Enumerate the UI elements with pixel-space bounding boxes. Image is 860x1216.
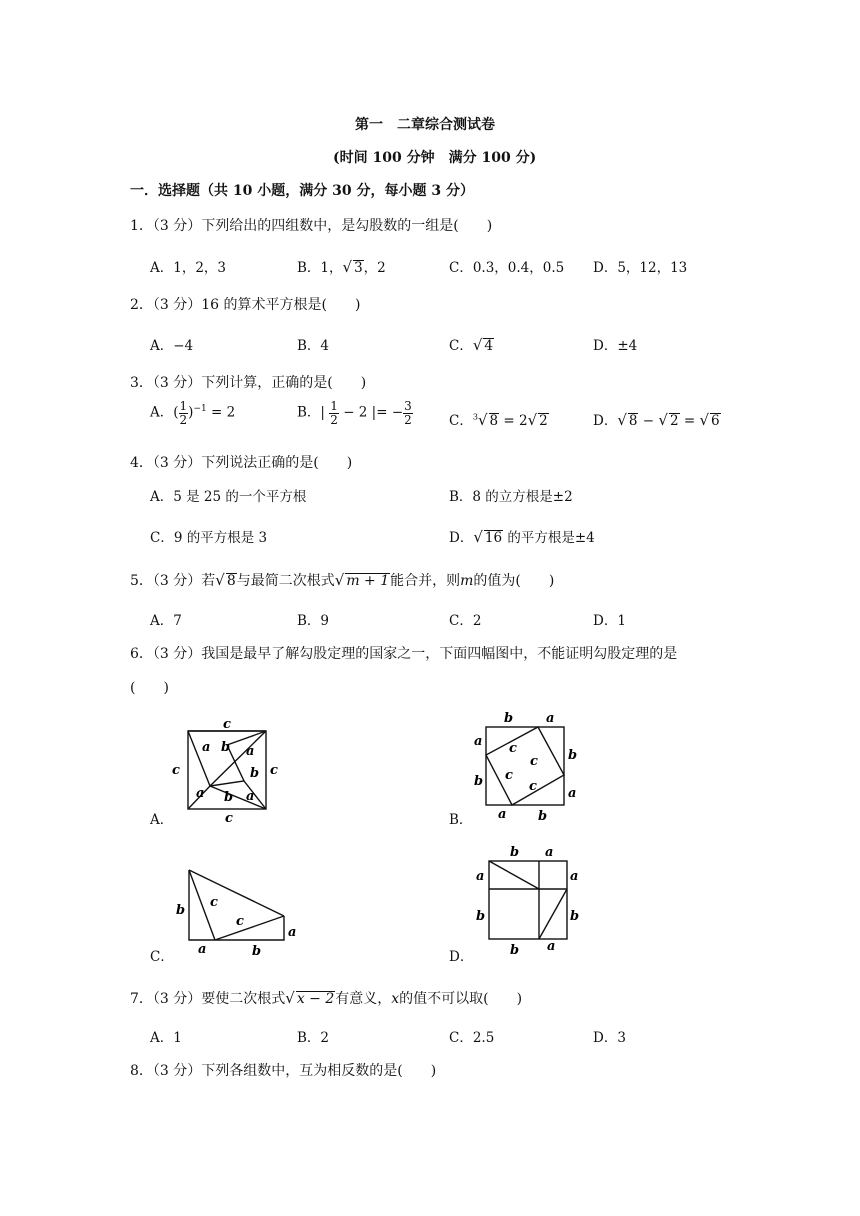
q3-a-rest: = 2 xyxy=(206,404,236,421)
figure-a xyxy=(170,715,290,825)
figure-b-inner-square xyxy=(486,727,564,805)
q3-c-rest: = 2 xyxy=(499,413,528,429)
label-b: b xyxy=(568,748,578,763)
question-2-stem: 2．（3 分）16 的算术平方根是( ) xyxy=(130,297,361,313)
q1-option-c[interactable]: C．0.3，0.4，0.5 xyxy=(449,260,565,276)
question-7-stem xyxy=(130,988,522,1008)
q1-b-suffix: ，2 xyxy=(363,260,386,276)
q2-c-prefix: C． xyxy=(449,338,473,354)
sqrt-symbol: √ xyxy=(699,411,710,429)
q5-stem-mid2: 能合并，则 xyxy=(390,573,461,589)
figure-d-outer-square xyxy=(489,861,567,939)
question-3-stem: 3．（3 分）下列计算，正确的是( ) xyxy=(130,375,367,391)
q4-option-c[interactable]: C．9 的平方根是 3 xyxy=(150,530,268,546)
q5-stem-suffix: 的值为( ) xyxy=(473,573,555,589)
q7-option-c[interactable]: C．2.5 xyxy=(449,1030,495,1046)
q7-stem-prefix: 7．（3 分）要使二次根式 xyxy=(130,991,286,1007)
q6-option-c-label[interactable]: C． xyxy=(150,949,174,965)
q7-option-d[interactable]: D．3 xyxy=(593,1030,626,1046)
equals: = xyxy=(679,413,700,429)
q4-option-b[interactable]: B．8 的立方根是±2 xyxy=(449,489,573,505)
q3-option-b[interactable]: B．| $\frac{1}{2}$ − 2 |= − $\frac{3}{2}$ xyxy=(297,399,412,427)
label-a: a xyxy=(545,845,554,860)
q3-c-label: C． xyxy=(449,413,473,429)
q7-option-a[interactable]: A．1 xyxy=(150,1030,182,1046)
question-8-stem: 8．（3 分）下列各组数中，互为相反数的是( ) xyxy=(130,1063,437,1079)
exponent: −1 xyxy=(193,404,207,415)
fraction: $\frac{1}{2}$ xyxy=(179,399,188,427)
q4-d-radicand: 16 xyxy=(484,530,503,546)
label-a: a xyxy=(198,942,207,957)
label-c: c xyxy=(225,811,233,825)
q5-radicand-1: 8 xyxy=(226,573,236,589)
q5-radicand-2: m + 1 xyxy=(346,573,390,589)
label-c: c xyxy=(509,741,517,756)
q7-variable: x xyxy=(391,991,400,1007)
label-c: c xyxy=(236,914,244,929)
label-b: b xyxy=(221,740,231,755)
q4-d-prefix: D． xyxy=(449,530,474,546)
label-c: c xyxy=(530,754,538,769)
label-a: a xyxy=(546,711,555,726)
label-a: a xyxy=(570,869,579,884)
q1-option-a[interactable]: A．1，2，3 xyxy=(150,260,227,276)
label-b: b xyxy=(250,766,260,781)
question-6-stem: 6．（3 分）我国是最早了解勾股定理的国家之一，下面四幅图中，不能证明勾股定理的是 xyxy=(130,646,678,662)
figure-c xyxy=(170,858,310,963)
q5-variable: m xyxy=(460,573,474,589)
q3-option-a[interactable]: A．( $\frac{1}{2}$ )$^{-1}$ = 2 xyxy=(150,399,236,427)
q6-option-a-label[interactable]: A． xyxy=(150,812,174,828)
label-b: b xyxy=(474,774,484,789)
label-a: a xyxy=(474,734,483,749)
q1-b-radicand: 3 xyxy=(354,260,363,276)
root-index: 3 xyxy=(472,412,478,422)
label-a: a xyxy=(202,740,211,755)
q3-option-c[interactable] xyxy=(449,409,549,429)
figure-b xyxy=(470,707,590,827)
fraction: $\frac{1}{2}$ xyxy=(330,399,338,427)
label-a: a xyxy=(568,786,577,801)
label-b: b xyxy=(224,790,234,805)
q2-option-d[interactable]: D．±4 xyxy=(593,338,638,354)
label-b: b xyxy=(476,909,486,924)
q5-stem-prefix: 5．（3 分）若 xyxy=(130,573,216,589)
label-c: c xyxy=(210,895,218,910)
q3-c-radicand-2: 2 xyxy=(539,413,548,429)
label-a: a xyxy=(246,744,255,759)
paper-subtitle: (时间 100 分钟 满分 100 分) xyxy=(333,150,537,166)
q4-option-a[interactable]: A．5 是 25 的一个平方根 xyxy=(150,489,307,505)
q1-option-d[interactable]: D．5，12，13 xyxy=(593,260,688,276)
label-c: c xyxy=(172,763,180,778)
q1-option-b[interactable] xyxy=(297,256,386,276)
q5-option-a[interactable]: A．7 xyxy=(150,613,182,629)
label-b: b xyxy=(504,711,514,726)
label-a: a xyxy=(288,925,297,940)
label-b: b xyxy=(176,903,186,918)
label-c: c xyxy=(270,763,278,778)
q3-c-radicand: 8 xyxy=(489,413,499,429)
sqrt-symbol: √ xyxy=(473,528,483,546)
question-5-stem xyxy=(130,570,554,590)
figure-b-outer-square xyxy=(486,727,564,805)
q5-stem-mid: 与最简二次根式 xyxy=(236,573,335,589)
question-1-stem: 1．（3 分）下列给出的四组数中，是勾股数的一组是( ) xyxy=(130,218,493,234)
q7-option-b[interactable]: B．2 xyxy=(297,1030,330,1046)
q3-b-mid: − 2 |= − xyxy=(343,404,404,421)
sqrt-symbol: √ xyxy=(527,411,538,429)
q3-d-radicand-2: 2 xyxy=(669,413,679,429)
label-b: b xyxy=(252,944,262,959)
sqrt-symbol: √ xyxy=(215,571,225,589)
question-6-stem-cont: ( ) xyxy=(130,680,169,696)
question-4-stem: 4．（3 分）下列说法正确的是( ) xyxy=(130,455,353,471)
label-b: b xyxy=(570,909,580,924)
q7-stem-mid: 有意义， xyxy=(335,991,392,1007)
q2-option-a[interactable]: A．−4 xyxy=(150,338,194,354)
q3-d-radicand-3: 6 xyxy=(711,413,720,429)
sqrt-symbol: √ xyxy=(342,258,353,276)
q2-c-radicand: 4 xyxy=(484,338,493,354)
q5-option-d[interactable]: D．1 xyxy=(593,613,626,629)
q7-radicand: x − 2 xyxy=(296,991,335,1007)
paper-title: 第一 二章综合测试卷 xyxy=(355,117,495,133)
q3-b-label: B． xyxy=(297,404,321,421)
q1-b-prefix: B．1， xyxy=(297,260,343,276)
q4-d-suffix: 的平方根是±4 xyxy=(503,530,595,546)
label-b: b xyxy=(510,943,520,958)
sqrt-symbol: √ xyxy=(334,571,345,589)
minus: − xyxy=(638,413,659,429)
q2-option-c[interactable] xyxy=(449,334,494,354)
q3-d-label: D． xyxy=(593,413,618,429)
label-c: c xyxy=(529,779,537,794)
q5-option-c[interactable]: C．2 xyxy=(449,613,482,629)
q3-d-radicand-1: 8 xyxy=(628,413,638,429)
label-a: a xyxy=(196,786,205,801)
label-a: a xyxy=(547,939,556,954)
label-b: b xyxy=(538,809,548,824)
q7-stem-suffix: 的值不可以取( ) xyxy=(399,991,523,1007)
sqrt-symbol: √ xyxy=(477,411,488,429)
label-a: a xyxy=(246,789,255,804)
sqrt-symbol: √ xyxy=(658,411,668,429)
q6-option-d-label[interactable]: D． xyxy=(449,949,474,965)
q2-option-b[interactable]: B．4 xyxy=(297,338,330,354)
section-heading: 一．选择题（共 10 小题，满分 30 分，每小题 3 分） xyxy=(130,183,474,199)
sqrt-symbol: √ xyxy=(617,411,627,429)
label-b: b xyxy=(510,845,520,860)
q3-option-d[interactable] xyxy=(593,409,721,429)
q6-option-b-label[interactable]: B． xyxy=(449,812,473,828)
fraction: $\frac{3}{2}$ xyxy=(404,399,412,427)
label-c: c xyxy=(505,768,513,783)
q3-a-label: A． xyxy=(150,404,174,421)
label-c: c xyxy=(223,717,231,732)
label-a: a xyxy=(476,869,485,884)
label-a: a xyxy=(498,807,507,822)
q5-option-b[interactable]: B．9 xyxy=(297,613,330,629)
figure-c-trapezoid xyxy=(189,870,284,940)
sqrt-symbol: √ xyxy=(285,989,295,1007)
q4-option-d[interactable] xyxy=(449,526,595,546)
sqrt-symbol: √ xyxy=(472,336,483,354)
figure-d xyxy=(470,842,590,962)
